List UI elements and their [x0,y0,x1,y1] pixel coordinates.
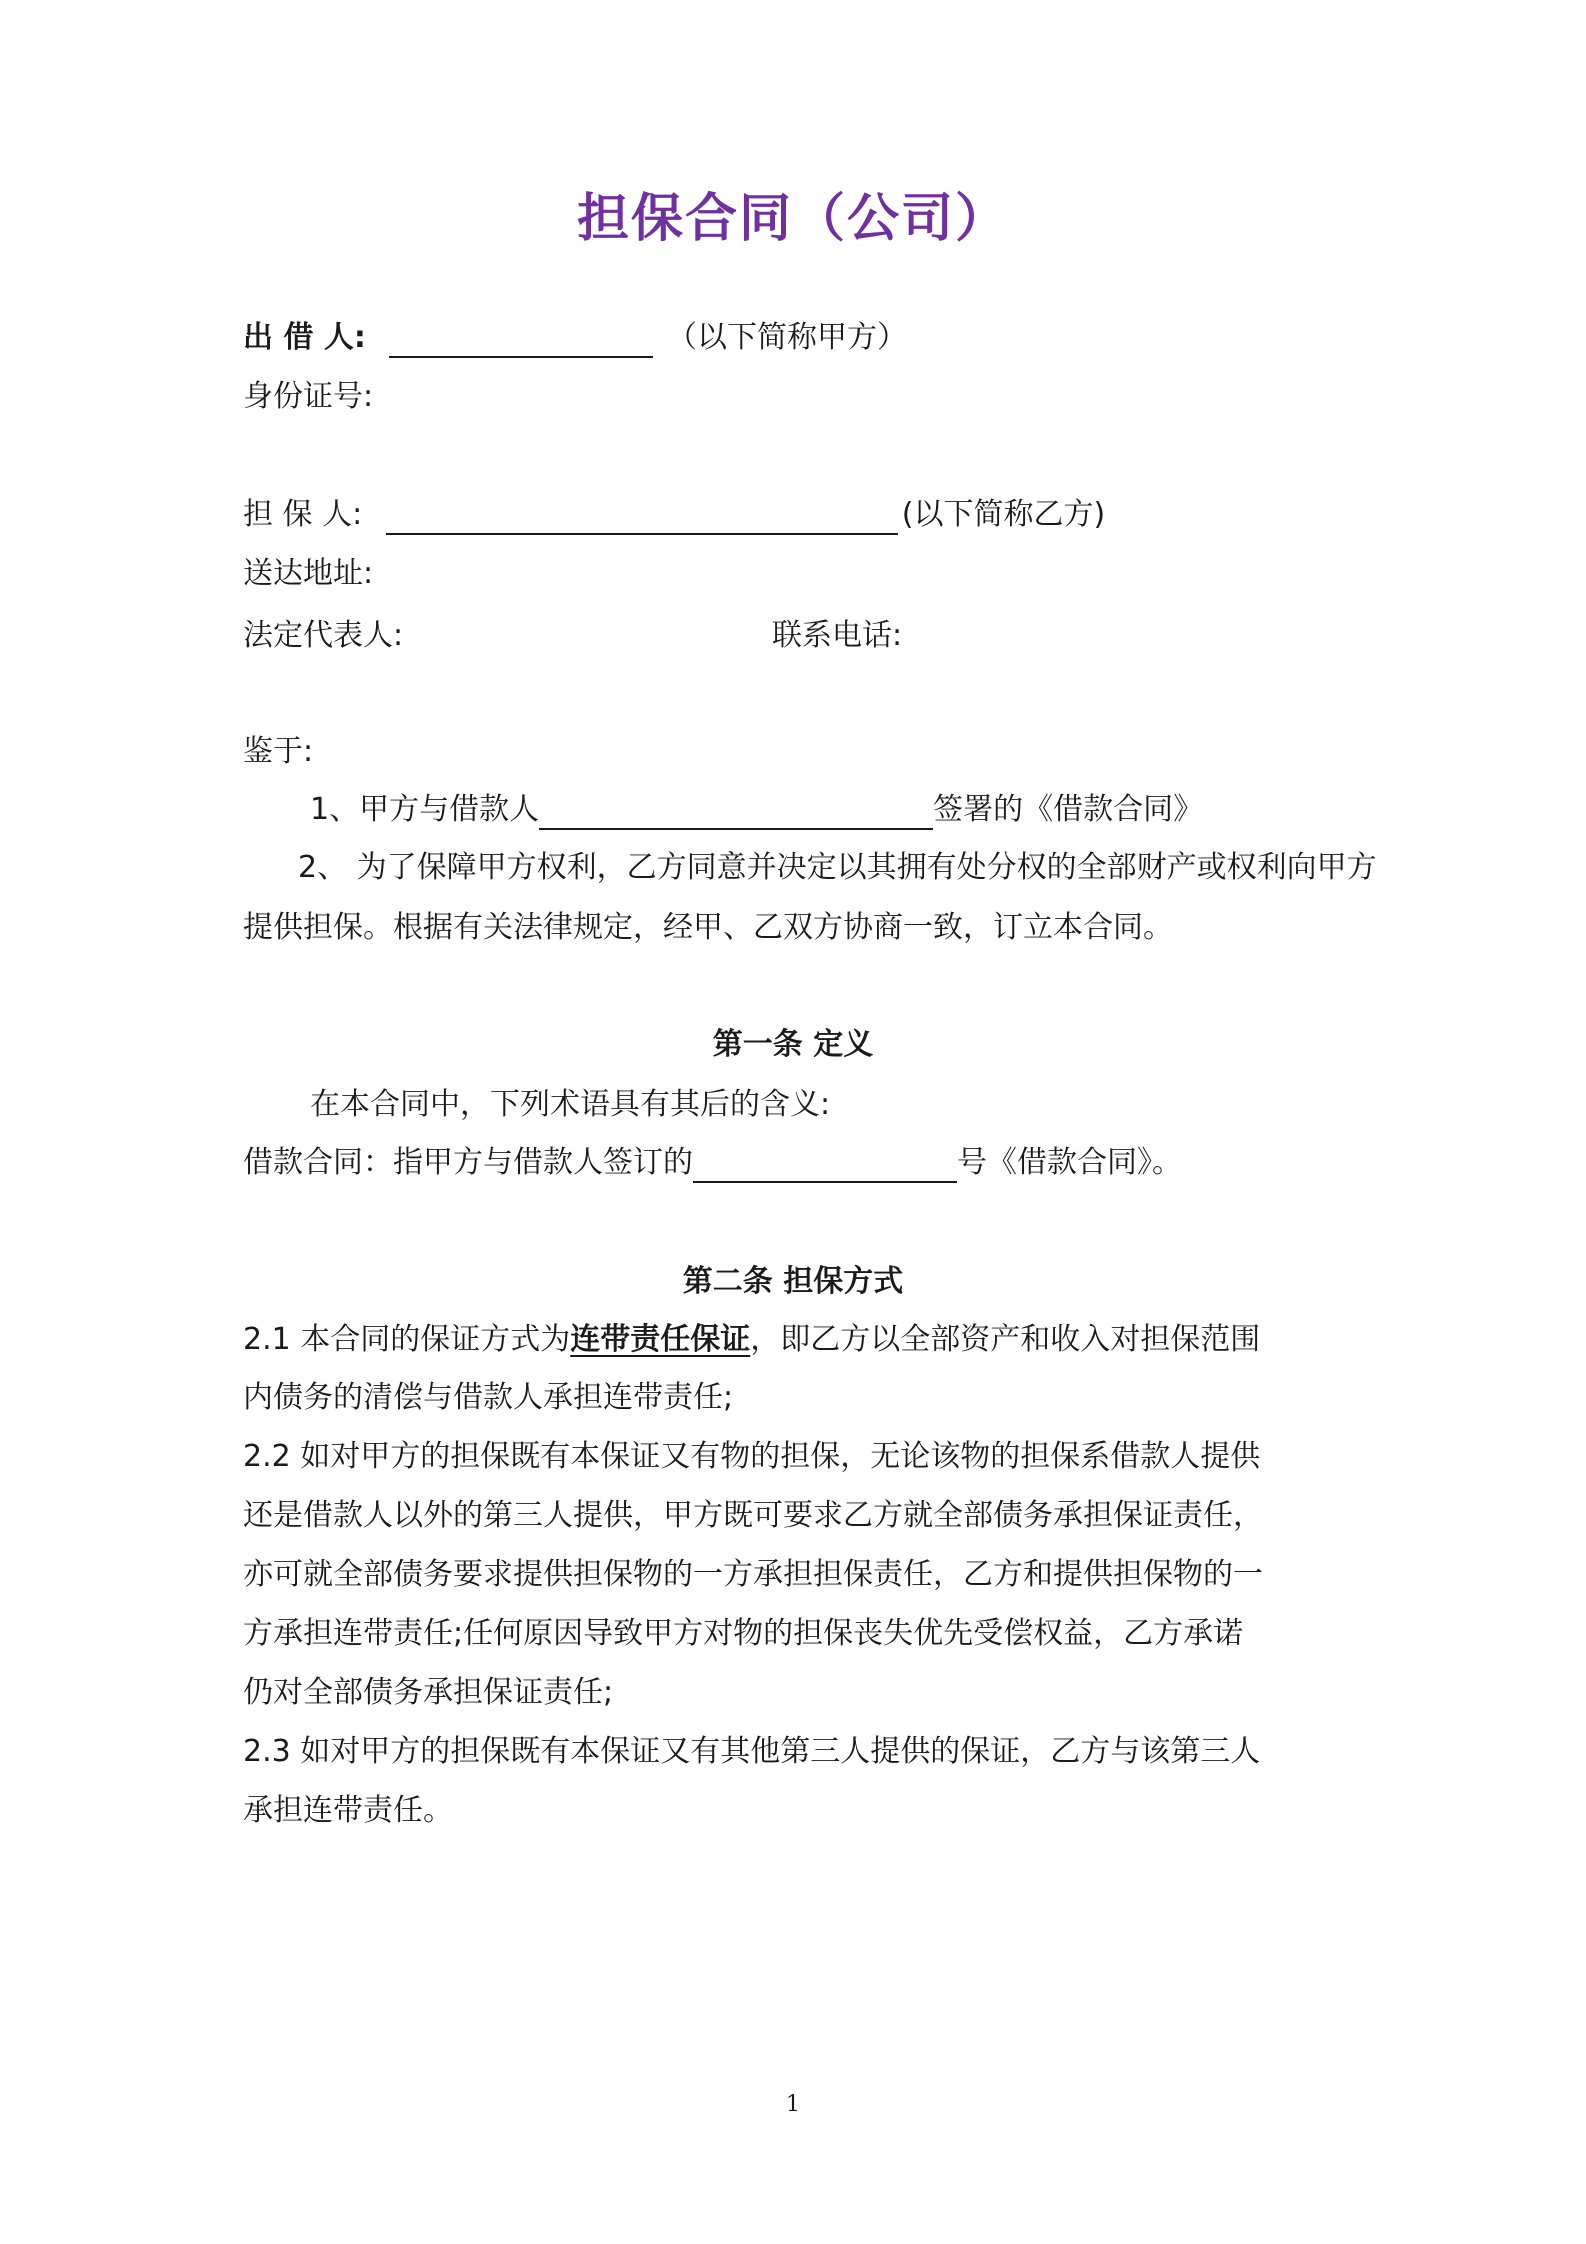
lender-suffix: （以下简称甲方） [666,320,907,355]
address-label: 送达地址: [243,556,374,591]
guarantor-label: 担 保 人: [243,497,363,532]
clause-2-2-line3: 亦可就全部债务要求提供担保物的一方承担担保责任，乙方和提供担保物的一 [243,1557,1263,1592]
article-1-intro: 在本合同中，下列术语具有其后的含义: [310,1087,831,1122]
whereas-item-1-prefix: 1、甲方与借款人 [310,792,540,827]
lender-row [243,318,907,358]
guarantor-row [243,495,1105,535]
clause-2-2-line4: 方承担连带责任;任何原因导致甲方对物的担保丧失优先受偿权益，乙方承诺 [243,1616,1244,1651]
article-1-heading: 第一条 定义 [712,1027,874,1062]
guarantor-blank[interactable] [386,501,898,535]
definition-prefix: 借款合同：指甲方与借款人签订的 [243,1145,693,1180]
article-2-heading: 第二条 担保方式 [682,1264,904,1299]
clause-2-2-line5: 仍对全部债务承担保证责任; [243,1675,614,1710]
whereas-heading: 鉴于: [243,734,314,769]
clause-2-2-line2: 还是借款人以外的第三人提供，甲方既可要求乙方就全部债务承担保证责任， [243,1498,1263,1533]
joint-liability-emphasis: 连带责任保证 [570,1322,751,1357]
guarantor-suffix: (以下简称乙方) [901,497,1106,532]
whereas-item-2-line1: 2、 为了保障甲方权利，乙方同意并决定以其拥有处分权的全部财产或权利向甲方 [298,850,1377,885]
id-number-label: 身份证号: [243,379,374,414]
lender-blank[interactable] [389,324,653,358]
clause-2-1-prefix: 2.1 本合同的保证方式为 [243,1322,571,1357]
clause-2-1-line2: 内债务的清偿与借款人承担连带责任; [243,1380,734,1415]
whereas-item-1-suffix: 签署的《借款合同》 [933,792,1204,827]
document-title: 担保合同（公司） [576,189,1009,249]
loan-contract-definition [243,1143,1182,1183]
clause-2-3-line1: 2.3 如对甲方的担保既有本保证又有其他第三人提供的保证，乙方与该第三人 [243,1734,1261,1769]
definition-suffix: 号《借款合同》。 [957,1145,1182,1180]
page-number: 1 [786,2092,800,2117]
contract-number-blank[interactable] [693,1149,957,1183]
whereas-item-2-line2: 提供担保。根据有关法律规定，经甲、乙双方协商一致，订立本合同。 [243,910,1173,945]
lender-label: 出 借 人: [243,320,366,355]
whereas-item-1 [310,790,1203,830]
legal-rep-label: 法定代表人: [243,618,404,653]
phone-label: 联系电话: [772,618,903,653]
clause-2-1-line1 [243,1320,1260,1360]
clause-2-2-line1: 2.2 如对甲方的担保既有本保证又有物的担保，无论该物的担保系借款人提供 [243,1439,1261,1474]
clause-2-3-line2: 承担连带责任。 [243,1793,453,1828]
clause-2-1-suffix: ，即乙方以全部资产和收入对担保范围 [750,1322,1261,1357]
borrower-blank[interactable] [539,796,933,830]
